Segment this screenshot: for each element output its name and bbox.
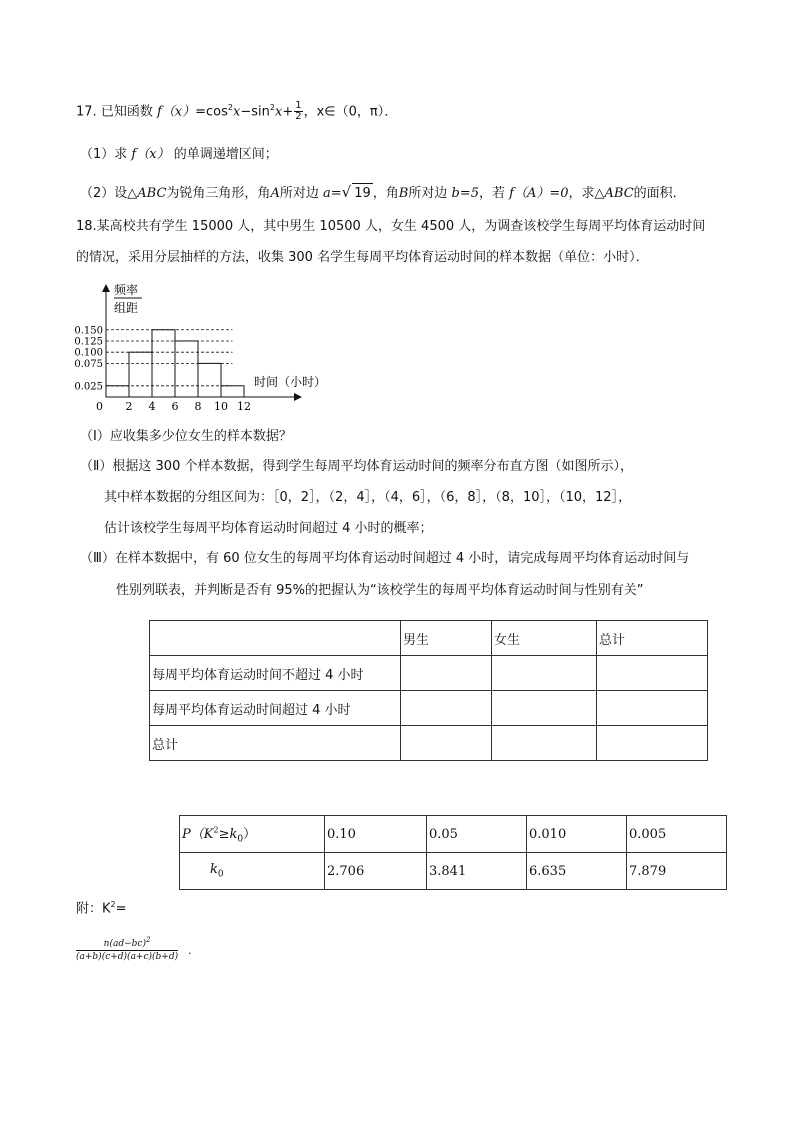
y-tick-label: 0.150	[74, 325, 103, 337]
formula-period: .	[188, 944, 192, 957]
header-cell-male: 男生	[401, 621, 492, 656]
table-cell[interactable]	[492, 656, 597, 691]
q17-part2-e: 所对边	[408, 186, 448, 201]
table-cell[interactable]	[492, 691, 597, 726]
q17-abc: ABC	[137, 186, 167, 201]
appendix-eq: =	[115, 901, 127, 917]
y-tick-label: 0.100	[74, 347, 103, 359]
q18-part2-line2: 其中样本数据的分组区间为：［0，2］，（2，4］，（4，6］，（6，8］，（8，10］，（10，12］，	[104, 490, 632, 505]
q17-part2-b: 为锐角三角形，角	[166, 186, 271, 201]
x-tick-label: 10	[214, 400, 228, 413]
k-value: 3.841	[427, 853, 527, 890]
q18-part3-line2: 性别列联表，并判断是否有 95%的把握认为“该校学生的每周平均体育运动时间与性别有关”	[116, 583, 644, 598]
q17-part2-h: 的面积．	[633, 186, 686, 201]
table-cell[interactable]	[597, 726, 708, 761]
q17-part2: （2）设△ABC为锐角三角形，角A所对边 a=√ 19 ，角B所对边 b=5，若 f（A）=0，求△ABC的面积．	[80, 182, 686, 204]
histogram-chart	[70, 280, 327, 415]
q17-a-eq: a=	[322, 186, 342, 201]
table-cell[interactable]	[597, 691, 708, 726]
q17-part2-d: ，角	[372, 186, 399, 201]
header-cell-total: 总计	[597, 621, 708, 656]
k-value: 2.706	[325, 853, 427, 890]
x-axis-arrow	[294, 393, 302, 401]
row-label: 每周平均体育运动时间超过 4 小时	[150, 691, 401, 726]
row-label: 总计	[150, 726, 401, 761]
table-cell[interactable]	[401, 656, 492, 691]
row-label: 每周平均体育运动时间不超过 4 小时	[150, 656, 401, 691]
x-tick-label: 2	[125, 400, 133, 413]
q17-line: 17. 已知函数 $f(x)=\cos^2x-\sin^2x+$ $\frac{1}{2}$ ，x∈（0，π）．	[76, 100, 398, 123]
x-tick-label: 12	[237, 400, 251, 413]
q17-part2-a: （2）设△	[80, 186, 138, 201]
q17-domain: ，x∈（0，π）．	[303, 104, 398, 120]
ylabel-top: 频率	[114, 283, 139, 297]
p-value: 0.05	[427, 816, 527, 853]
q17-sin: −sin	[240, 104, 270, 120]
q18-part1: （Ⅰ）应收集多少位女生的样本数据？	[80, 429, 292, 444]
q18-part2-line3: 估计该校学生每周平均体育运动时间超过 4 小时的概率；	[104, 521, 433, 536]
k-squared-formula	[76, 934, 178, 963]
q17-b-eq: b=5	[451, 186, 479, 201]
p-value: 0.010	[527, 816, 627, 853]
p-value: 0.10	[325, 816, 427, 853]
q17-cos: =cos	[195, 104, 228, 120]
xlabel: 时间（小时）	[254, 375, 327, 389]
q17-fx: f（x）	[156, 104, 196, 120]
histogram-bar	[175, 341, 198, 397]
appendix-label: 附：$K^2=$	[76, 900, 127, 917]
k-value: 6.635	[527, 853, 627, 890]
table-cell[interactable]	[401, 726, 492, 761]
histogram-bar	[221, 386, 244, 397]
y-axis-arrow	[102, 284, 110, 292]
q17-fraction: $\frac{1}{2}$	[295, 100, 302, 123]
q17-part1-pre: （1）求	[80, 147, 128, 162]
header-cell	[150, 621, 401, 656]
q17-part1	[80, 145, 278, 165]
y-tick-label: 0.075	[74, 358, 103, 370]
origin-label: 0	[96, 400, 103, 413]
contingency-table	[149, 620, 708, 761]
table-cell[interactable]	[492, 726, 597, 761]
k-label: $k_0$	[180, 853, 325, 890]
formula-numerator: $n(ad-bc)^2$	[76, 934, 178, 951]
table-row	[150, 691, 708, 726]
q17-sqrt: 19	[352, 183, 373, 204]
y-tick-label: 0.125	[74, 336, 103, 348]
q17-part2-c: 所对边	[279, 186, 319, 201]
histogram-bar	[106, 386, 129, 397]
critical-value-table	[179, 815, 727, 890]
q17-part2-f: ，若	[478, 186, 505, 201]
q17-plus: +	[282, 104, 294, 120]
ylabel-bottom: 组距	[114, 301, 139, 315]
critical-k-row	[180, 853, 727, 890]
q18-line1: 18.某高校共有学生 15000 人，其中男生 10500 人，女生 4500 人，为调查该校学生每周平均体育运动时间	[76, 219, 706, 234]
q17-part1-post: 的单调递增区间；	[173, 147, 278, 162]
x-tick-label: 6	[171, 400, 179, 413]
q17-x2: x	[274, 104, 283, 120]
x-tick-label: 8	[194, 400, 202, 413]
q18-part3-line1: （Ⅲ）在样本数据中，有 60 位女生的每周平均体育运动时间超过 4 小时，请完成每周平均体育运动时间与	[80, 551, 690, 566]
contingency-header-row	[150, 621, 708, 656]
histogram-bar	[129, 352, 152, 397]
q17-intro: 已知函数	[100, 104, 153, 120]
p-value: 0.005	[627, 816, 727, 853]
q17-A: A	[270, 186, 280, 201]
appendix-k: 附：K	[76, 901, 111, 917]
q17-number: 17.	[76, 104, 97, 120]
histogram-bar	[198, 363, 221, 397]
q17-part2-g: ，求△	[568, 186, 605, 201]
q17-part1-fx: f（x）	[131, 147, 170, 162]
p-label: $P(K^2\ge k_0)$	[180, 816, 325, 853]
q18-part2-line1: （Ⅱ）根据这 300 个样本数据，得到学生每周平均体育运动时间的频率分布直方图（如图所示），	[80, 459, 633, 474]
critical-p-row	[180, 816, 727, 853]
q17-fA: f（A）=0	[509, 186, 569, 201]
formula-denominator: (a+b)(c+d)(a+c)(b+d)	[76, 952, 179, 962]
q17-x1: x	[233, 104, 241, 120]
header-cell-female: 女生	[492, 621, 597, 656]
table-cell[interactable]	[597, 656, 708, 691]
table-row	[150, 656, 708, 691]
table-row	[150, 726, 708, 761]
k-value: 7.879	[627, 853, 727, 890]
y-tick-label: 0.025	[74, 381, 103, 393]
x-tick-label: 4	[148, 400, 156, 413]
q18-line2: 的情况，采用分层抽样的方法，收集 300 名学生每周平均体育运动时间的样本数据（单位：小时）．	[76, 250, 649, 265]
q17-abc2: ABC	[604, 186, 634, 201]
q17-B: B	[398, 186, 409, 201]
table-cell[interactable]	[401, 691, 492, 726]
